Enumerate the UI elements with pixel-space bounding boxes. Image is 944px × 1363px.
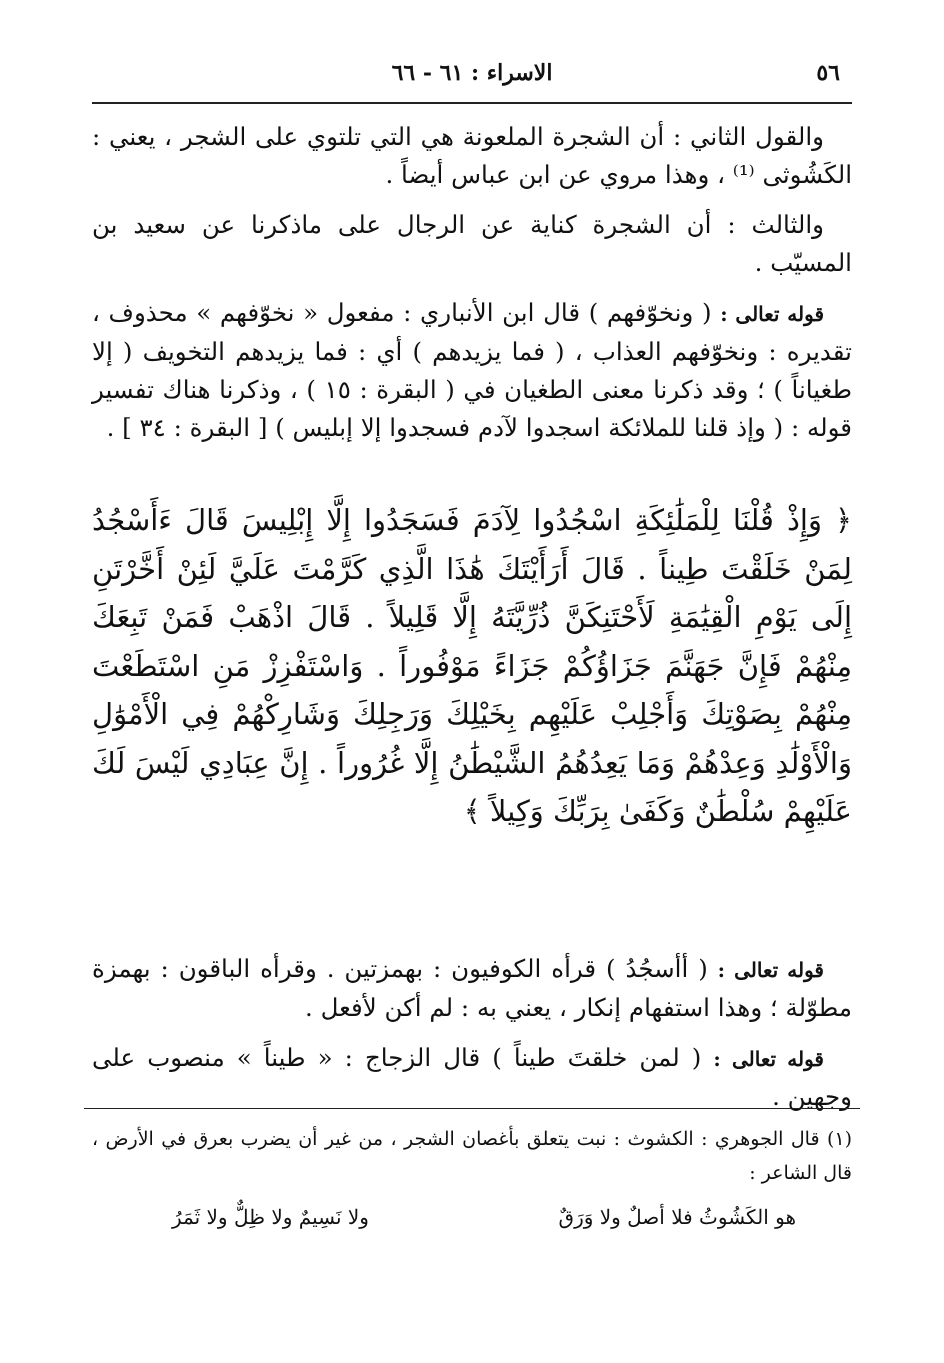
page-header — [92, 52, 852, 104]
paragraph: قوله تعالى : ( لمن خلقتَ طيناً ) قال الزجاج : « طيناً » منصوب على وجهين . — [92, 1043, 852, 1111]
poetry-verse — [92, 1200, 852, 1234]
footnote-text: (١) قال الجوهري : الكشوث : نبت يتعلق بأغصان الشجر ، من غير أن يضرب بعرق في الأرض ، قال الشاعر : — [92, 1128, 852, 1184]
paragraph-lead: قوله تعالى : — [720, 302, 825, 326]
paragraph-lead: قوله تعالى : — [713, 1047, 824, 1071]
quran-passage — [92, 496, 852, 836]
paragraph: والثالث : أن الشجرة كناية عن الرجال على ماذكرنا عن سعيد بن المسيّب . — [92, 210, 852, 277]
paragraph: والقول الثاني : أن الشجرة الملعونة هي التي تلتوي على الشجر ، يعني : الكَشُوثى ⁽¹⁾ ، وهذا مروي عن ابن عباس أيضاً . — [92, 122, 852, 189]
paragraph: قوله تعالى : ( أأسجُدُ ) قرأه الكوفيون : بهمزتين . وقرأه الباقون : بهمزة مطوّلة ؛ وهذا استفهام إنكار ، يعني به : لم أكن لأفعل . — [92, 954, 852, 1022]
page-number: ٥٦ — [816, 60, 840, 86]
footnote-divider — [84, 1108, 860, 1109]
verse-hemistich-right: هو الكَشُوثُ فلا أصلٌ ولا وَرَقٌ — [558, 1205, 796, 1229]
footnote — [92, 1122, 852, 1234]
paragraph: قوله تعالى : ( ونخوّفهم ) قال ابن الأنباري : مفعول « نخوّفهم » محذوف ، تقديره : ونخوّفهم العذاب ، ( فما يزيدهم ) أي : فما يزيدهم التخويف ( إلا طغياناً ) ؛ وقد ذكرنا معنى الطغيان في ( البقرة : ١٥ ) ، وذكرنا هناك تفسير قوله : ( وإذ قلنا للملائكة اسجدوا لآدم فسجدوا إلا إبليس ) [ البقرة : ٣٤ ] . — [92, 298, 852, 442]
running-head: الاسراء : ٦١ - ٦٦ — [391, 60, 553, 86]
paragraph-lead: قوله تعالى : — [717, 958, 824, 982]
commentary-continued — [92, 950, 852, 1128]
verse-hemistich-left: ولا نَسِيمٌ ولا ظِلٌّ ولا ثَمَرُ — [172, 1205, 369, 1229]
quran-text: ﴿ وَإِذْ قُلْنَا لِلْمَلَٰئِكَةِ اسْجُدُوا لِآدَمَ فَسَجَدُوا إِلَّا إِبْلِيسَ قَالَ ءَأَسْجُدُ لِمَنْ خَلَقْتَ طِيناً . قَالَ أَرَأَيْتَكَ هَٰذَا الَّذِي كَرَّمْتَ عَلَيَّ لَئِنْ أَخَّرْتَنِ إِلَى يَوْمِ الْقِيَٰمَةِ لَأَحْتَنِكَنَّ ذُرِّيَّتَهُ إِلَّا قَلِيلاً . قَالَ اذْهَبْ فَمَنْ تَبِعَكَ مِنْهُمْ فَإِنَّ جَهَنَّمَ جَزَاؤُكُمْ جَزَاءً مَوْفُوراً . وَاسْتَفْزِزْ مَنِ اسْتَطَعْتَ مِنْهُمْ بِصَوْتِكَ وَأَجْلِبْ عَلَيْهِم بِخَيْلِكَ وَرَجِلِكَ وَشَارِكْهُمْ فِي الْأَمْوَٰلِ وَالْأَوْلَٰدِ وَعِدْهُمْ وَمَا يَعِدُهُمُ الشَّيْطَٰنُ إِلَّا غُرُوراً . إِنَّ عِبَادِي لَيْسَ لَكَ عَلَيْهِمْ سُلْطَٰنٌ وَكَفَىٰ بِرَبِّكَ وَكِيلاً ﴾ — [92, 503, 852, 828]
commentary-body — [92, 118, 852, 459]
